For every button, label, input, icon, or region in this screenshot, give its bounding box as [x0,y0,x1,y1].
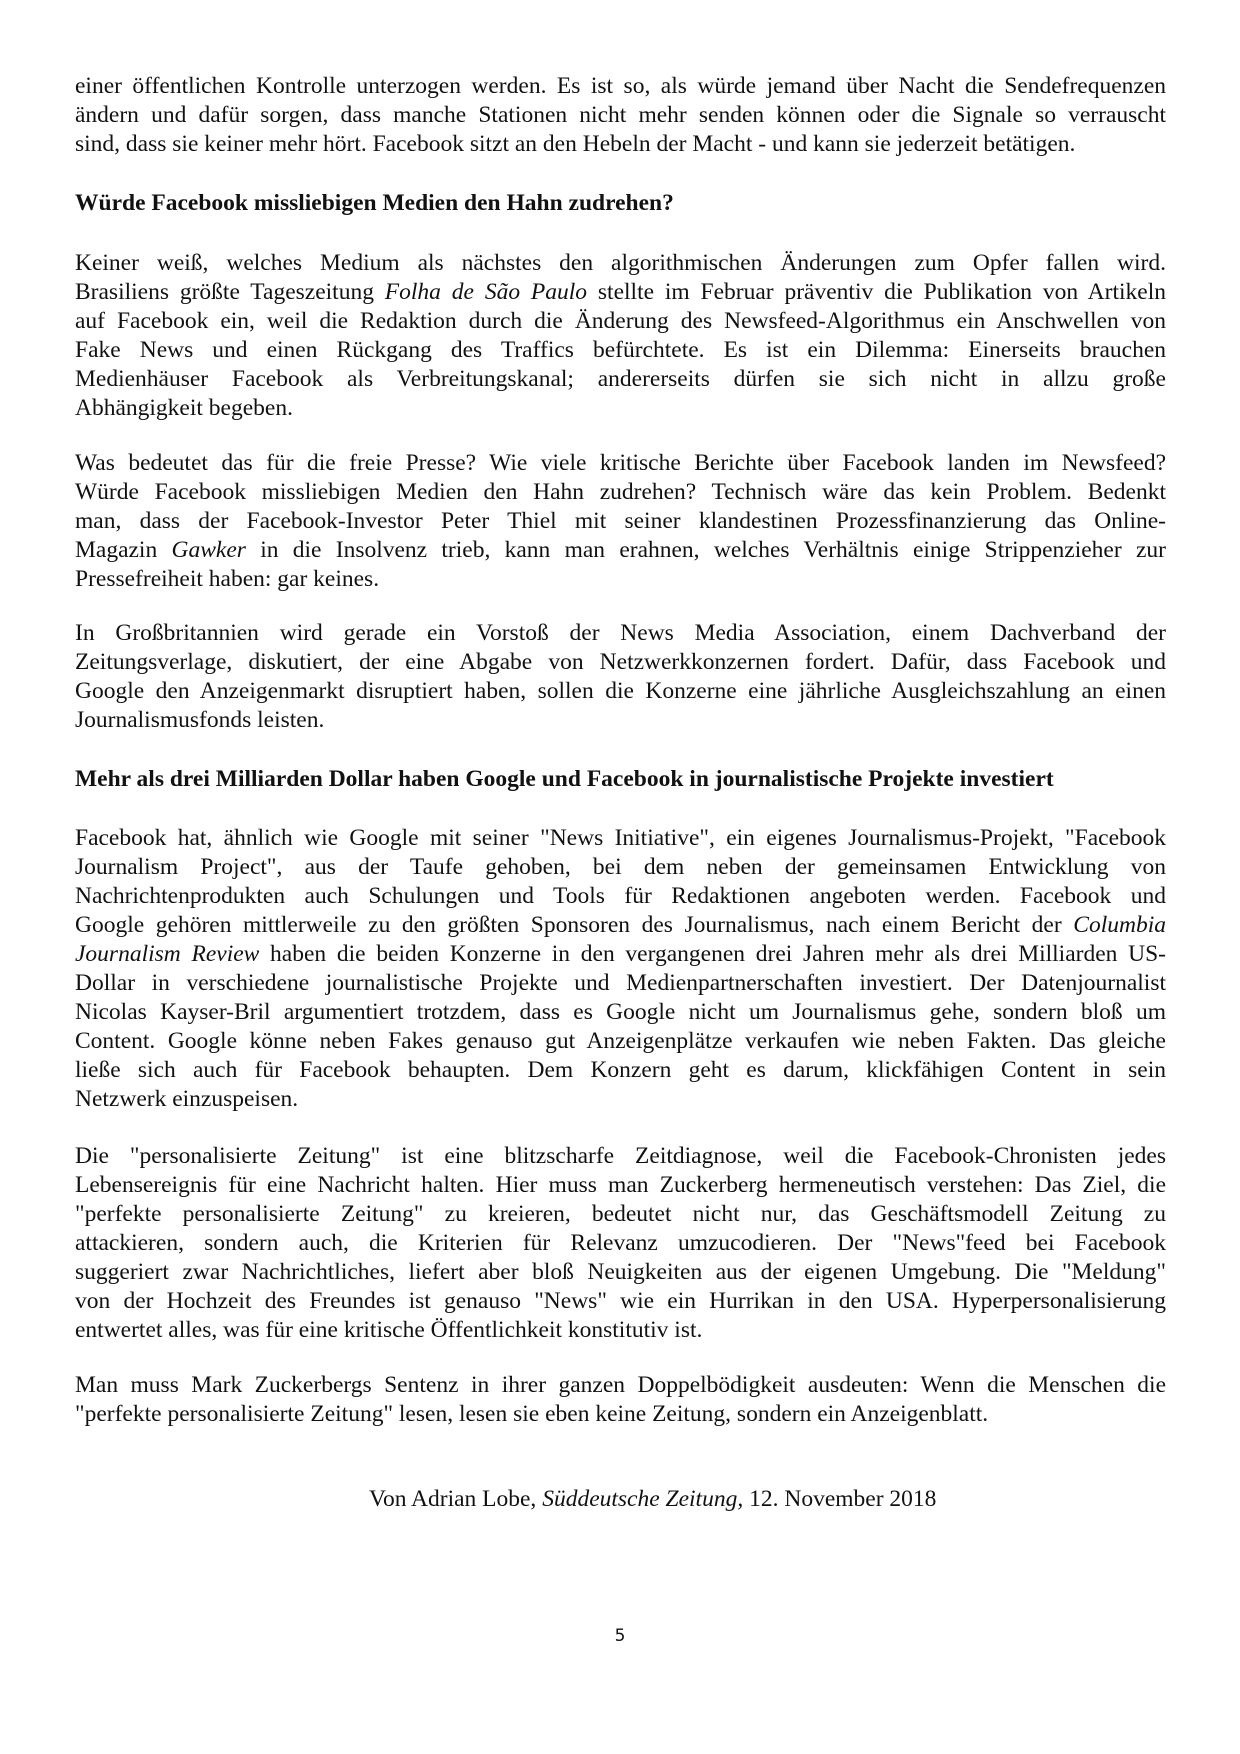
text-segment: Google gehören mittlerweile zu den größten Sponsoren des Journalismus, nach einem Bericht der [75,912,1074,938]
text-segment: Brasiliens größte Tageszeitung [75,279,385,305]
text-line: entwertet alles, was für eine kritische Öffentlichkeit konstitutiv ist. [75,1317,703,1343]
text-line: Abhängigkeit begeben. [75,395,293,421]
publication-title: Journalism Review [75,941,260,967]
byline-source: Süddeutsche Zeitung, [542,1486,744,1512]
text-line: Zeitungsverlage, diskutiert, der eine Abgabe von Netzwerkkonzernen fordert. Dafür, dass Facebook und [75,649,1166,675]
publication-title: Gawker [171,537,246,563]
paragraph-7 [75,1371,1166,1429]
text-line: suggeriert zwar Nachrichtliches, liefert aber bloß Neuigkeiten aus der eigenen Umgebung. Die "Meldung" [75,1259,1166,1285]
text-line: Journalismusfonds leisten. [75,707,325,733]
text-line: Nachrichtenprodukten auch Schulungen und Tools für Redaktionen angeboten werden. Facebook und [75,883,1166,909]
section-heading: Mehr als drei Milliarden Dollar haben Google und Facebook in journalistische Projekte investiert [75,766,1054,792]
text-line: Die "personalisierte Zeitung" ist eine blitzscharfe Zeitdiagnose, weil die Facebook-Chronisten jedes [75,1143,1166,1169]
section-heading: Würde Facebook missliebigen Medien den Hahn zudrehen? [75,190,674,216]
paragraph-2 [75,249,1166,423]
text-line: Journalism Project", aus der Taufe gehoben, bei dem neben der gemeinsamen Entwicklung von [75,854,1166,880]
text-line: einer öffentlichen Kontrolle unterzogen werden. Es ist so, als würde jemand über Nacht die Sendefrequenzen [75,73,1166,99]
text-line [75,536,1166,565]
text-line: Keiner weiß, welches Medium als nächstes den algorithmischen Änderungen zum Opfer fallen wird. [75,250,1166,276]
text-line: In Großbritannien wird gerade ein Vorstoß der News Media Association, einem Dachverband der [75,620,1166,646]
byline [369,1485,936,1514]
text-line: Netzwerk einzuspeisen. [75,1086,299,1112]
text-line: ändern und dafür sorgen, dass manche Stationen nicht mehr senden können oder die Signale so verrauscht [75,102,1166,128]
text-line: Würde Facebook missliebigen Medien den Hahn zudrehen? Technisch wäre das kein Problem. Bedenkt [75,479,1166,505]
text-line: sind, dass sie keiner mehr hört. Facebook sitzt an den Hebeln der Macht - und kann sie jederzeit betätigen. [75,131,1076,157]
text-line: Facebook hat, ähnlich wie Google mit seiner "News Initiative", ein eigenes Journalismus-Projekt, "Facebook [75,825,1166,851]
text-line: Man muss Mark Zuckerbergs Sentenz in ihrer ganzen Doppelbödigkeit ausdeuten: Wenn die Menschen die [75,1372,1166,1398]
text-segment: haben die beiden Konzerne in den vergangenen drei Jahren mehr als drei Milliarden US- [259,941,1166,967]
byline-date: 12. November 2018 [743,1486,937,1512]
text-segment: in die Insolvenz trieb, kann man erahnen, welches Verhältnis einige Strippenzieher zur [245,537,1166,563]
text-line: Content. Google könne neben Fakes genauso gut Anzeigenplätze verkaufen wie neben Fakten. Das gleiche [75,1028,1166,1054]
paragraph-3 [75,449,1166,594]
text-line: man, dass der Facebook-Investor Peter Thiel mit seiner klandestinen Prozessfinanzierung das Online- [75,508,1166,534]
text-line: auf Facebook ein, weil die Redaktion durch die Änderung des Newsfeed-Algorithmus ein Anschwellen von [75,308,1166,334]
publication-title: Columbia [1073,912,1166,938]
text-line [75,278,1166,307]
paragraph-5 [75,824,1166,1114]
text-line: Nicolas Kayser-Bril argumentiert trotzdem, dass es Google nicht um Journalismus gehe, sondern bloß um [75,999,1166,1025]
byline-author: Von Adrian Lobe, [369,1486,543,1512]
text-line: von der Hochzeit des Freundes ist genauso "News" wie ein Hurrikan in den USA. Hyperpersonalisierung [75,1288,1166,1314]
text-segment: Magazin [75,537,172,563]
text-line: Was bedeutet das für die freie Presse? Wie viele kritische Berichte über Facebook landen im Newsfeed? [75,450,1166,476]
paragraph-4 [75,619,1166,735]
text-line: Lebensereignis für eine Nachricht halten. Hier muss man Zuckerberg hermeneutisch verstehen: Das Ziel, die [75,1172,1166,1198]
text-line [75,940,1166,969]
text-line: "perfekte personalisierte Zeitung" zu kreieren, bedeutet nicht nur, das Geschäftsmodell Zeitung zu [75,1201,1166,1227]
text-line: "perfekte personalisierte Zeitung" lesen, lesen sie eben keine Zeitung, sondern ein Anzeigenblatt. [75,1401,989,1427]
publication-title: Folha de São Paulo [384,279,588,305]
text-line: Pressefreiheit haben: gar keines. [75,566,380,592]
paragraph-1 [75,72,1166,159]
paragraph-6 [75,1142,1166,1345]
text-line [75,911,1166,940]
page-number: 5 [614,1626,626,1646]
text-line: attackieren, sondern auch, die Kriterien für Relevanz umzucodieren. Der "News"feed bei Facebook [75,1230,1166,1256]
text-segment: stellte im Februar präventiv die Publikation von Artikeln [587,279,1166,305]
text-line: ließe sich auch für Facebook behaupten. Dem Konzern geht es darum, klickfähigen Content in sein [75,1057,1166,1083]
text-line: Fake News und einen Rückgang des Traffics befürchtete. Es ist ein Dilemma: Einerseits brauchen [75,337,1166,363]
text-line: Dollar in verschiedene journalistische Projekte und Medienpartnerschaften investiert. Der Datenjournalist [75,970,1166,996]
text-line: Google den Anzeigenmarkt disruptiert haben, sollen die Konzerne eine jährliche Ausgleichszahlung an einen [75,678,1166,704]
text-line: Medienhäuser Facebook als Verbreitungskanal; andererseits dürfen sie sich nicht in allzu große [75,366,1166,392]
